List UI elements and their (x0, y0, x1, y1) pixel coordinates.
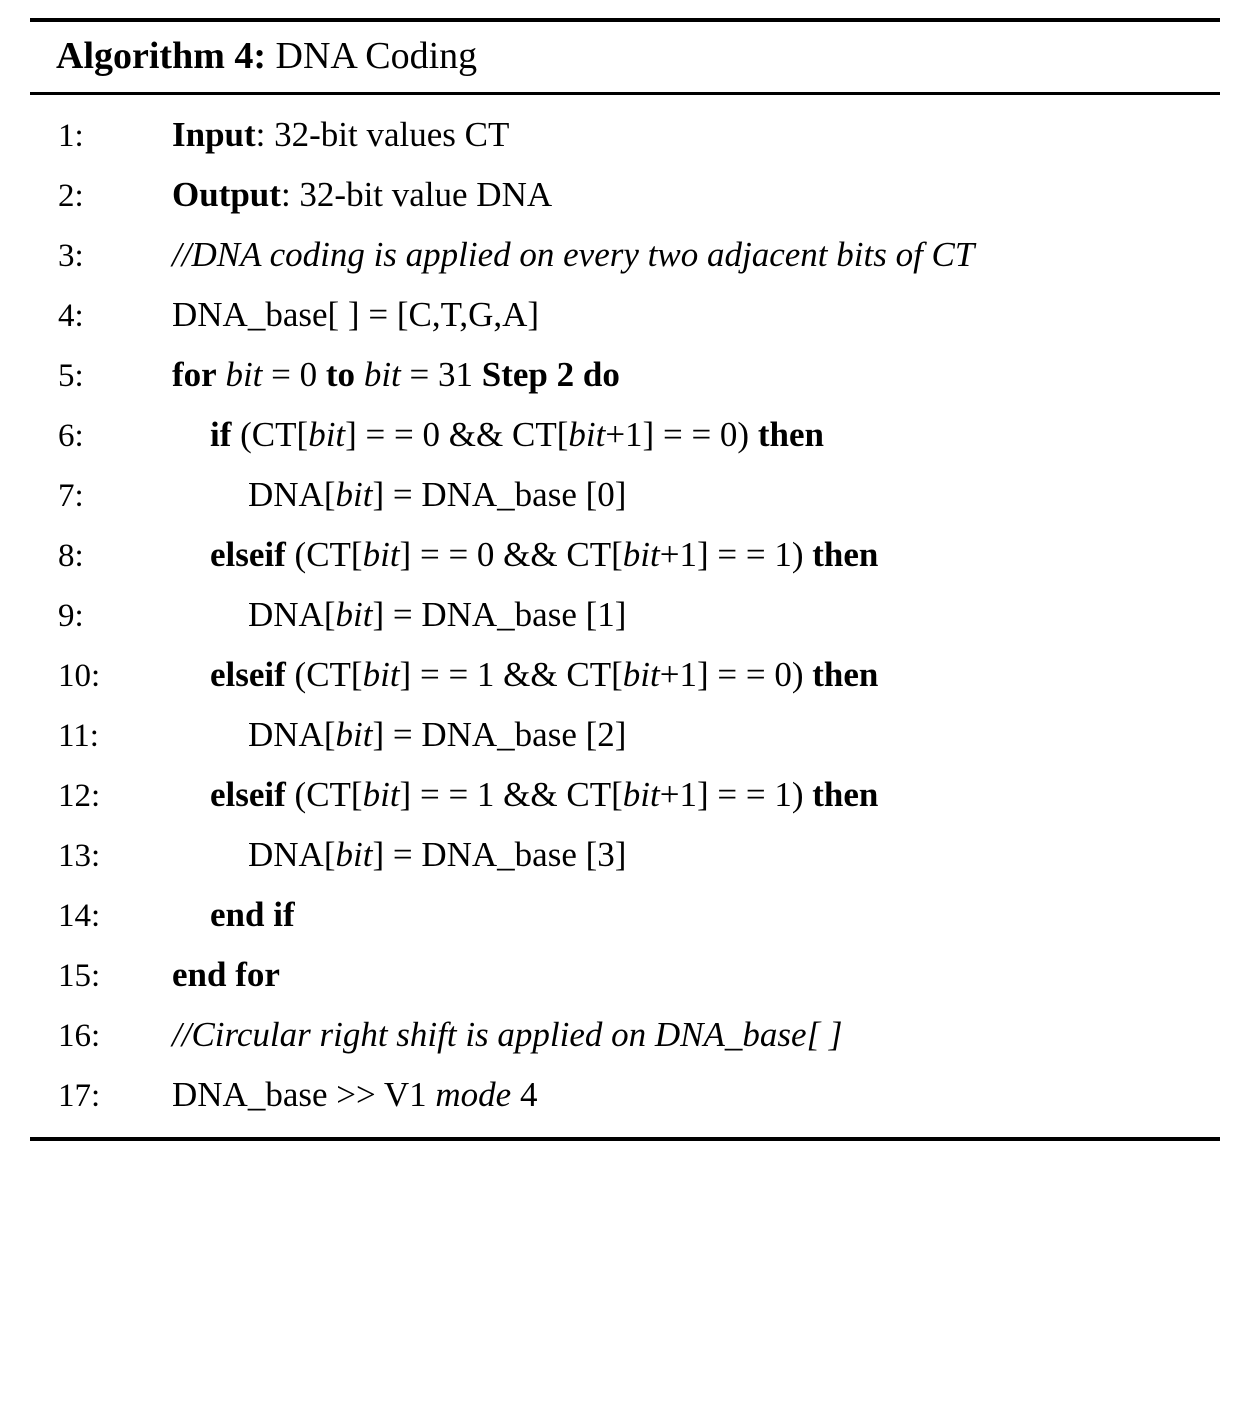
line-code (138, 534, 1220, 574)
line-code (138, 834, 1220, 874)
keyword-end-for: end for (172, 954, 280, 994)
line-number: 7: (58, 477, 84, 514)
keyword-then: then (757, 414, 824, 454)
line-text: DNA[ (248, 834, 336, 874)
var-bit: bit (225, 354, 263, 394)
algorithm-line (30, 225, 1220, 285)
line-code (138, 474, 1220, 514)
line-text: ] = = 0 && CT[ (399, 534, 623, 574)
line-code (138, 654, 1220, 694)
line-number: 5: (58, 357, 84, 394)
algorithm-line (30, 885, 1220, 945)
line-text: : 32-bit value DNA (280, 174, 553, 214)
line-code (138, 1014, 1220, 1054)
keyword-input: Input (172, 114, 256, 154)
keyword-then: then (812, 654, 879, 694)
algorithm-caption (30, 22, 1220, 95)
algorithm-line (30, 645, 1220, 705)
line-text: ] = = 1 && CT[ (399, 774, 623, 814)
algorithm-line (30, 1065, 1220, 1125)
var-bit: bit (335, 594, 373, 634)
comment-text: //DNA coding is applied on every two adjacent bits of CT (172, 234, 975, 274)
line-number: 17: (58, 1077, 101, 1114)
line-text: (CT[ (285, 534, 363, 574)
line-text: DNA[ (248, 714, 336, 754)
line-code (138, 174, 1220, 214)
line-number: 1: (58, 117, 84, 154)
line-code (138, 954, 1220, 994)
var-bit: bit (308, 414, 346, 454)
algorithm-line (30, 525, 1220, 585)
line-number: 9: (58, 597, 84, 634)
line-code (138, 294, 1220, 334)
line-code (138, 894, 1220, 934)
algorithm-line (30, 945, 1220, 1005)
line-code (138, 354, 1220, 394)
var-bit: bit (363, 354, 401, 394)
line-text: ] = DNA_base [3] (372, 834, 627, 874)
line-text: : 32-bit values CT (255, 114, 510, 154)
var-bit: bit (622, 654, 660, 694)
keyword-for: for (172, 354, 217, 394)
line-code (138, 1074, 1220, 1114)
algorithm-number: Algorithm 4: (56, 35, 267, 77)
algorithm-line (30, 465, 1220, 525)
line-text: ] = DNA_base [2] (372, 714, 627, 754)
line-text: (CT[ (231, 414, 309, 454)
algorithm-line (30, 825, 1220, 885)
keyword-if: if (210, 414, 232, 454)
comment-text: //Circular right shift is applied on DNA_base[ ] (172, 1014, 843, 1054)
line-code (138, 594, 1220, 634)
keyword-elseif: elseif (210, 534, 286, 574)
algorithm-line (30, 585, 1220, 645)
var-bit: bit (335, 834, 373, 874)
algorithm-block (30, 18, 1220, 1141)
line-text: +1] = = 0) (659, 654, 813, 694)
algorithm-line (30, 165, 1220, 225)
line-text: ] = = 1 && CT[ (399, 654, 623, 694)
line-code (138, 114, 1220, 154)
line-text: ] = = 0 && CT[ (345, 414, 569, 454)
var-bit: bit (335, 714, 373, 754)
line-number: 16: (58, 1017, 101, 1054)
var-bit: bit (622, 774, 660, 814)
line-text: +1] = = 1) (659, 774, 813, 814)
algorithm-line (30, 765, 1220, 825)
keyword-elseif: elseif (210, 774, 286, 814)
line-text: (CT[ (285, 654, 363, 694)
line-number: 11: (58, 717, 99, 754)
line-text: = 0 (262, 354, 326, 394)
line-text: ] = DNA_base [1] (372, 594, 627, 634)
line-text: DNA_base >> V1 (172, 1074, 436, 1114)
line-text: +1] = = 1) (659, 534, 813, 574)
keyword-end-if: end if (210, 894, 295, 934)
keyword-then: then (812, 774, 879, 814)
line-text: 4 (511, 1074, 538, 1114)
line-code (138, 234, 1220, 274)
line-number: 2: (58, 177, 84, 214)
var-bit: bit (335, 474, 373, 514)
algorithm-line (30, 345, 1220, 405)
keyword-output: Output (172, 174, 281, 214)
algorithm-line (30, 405, 1220, 465)
line-text: DNA_base[ ] = [C,T,G,A] (172, 294, 540, 334)
var-bit: bit (362, 774, 400, 814)
line-text: (CT[ (285, 774, 363, 814)
line-text: DNA[ (248, 594, 336, 634)
algorithm-line (30, 1005, 1220, 1065)
keyword-elseif: elseif (210, 654, 286, 694)
line-text: +1] = = 0) (605, 414, 758, 454)
line-number: 6: (58, 417, 84, 454)
space (355, 355, 364, 394)
algorithm-lines (30, 95, 1220, 1137)
line-number: 13: (58, 837, 101, 874)
keyword-to: to (325, 354, 356, 394)
line-number: 15: (58, 957, 101, 994)
line-code (138, 774, 1220, 814)
keyword-step-do: Step 2 do (481, 354, 620, 394)
line-number: 3: (58, 237, 84, 274)
line-number: 4: (58, 297, 84, 334)
line-text: = 31 (400, 354, 482, 394)
line-text: DNA[ (248, 474, 336, 514)
var-bit: bit (622, 534, 660, 574)
var-bit: bit (362, 534, 400, 574)
line-text: ] = DNA_base [0] (372, 474, 627, 514)
keyword-mode: mode (435, 1074, 512, 1114)
var-bit: bit (362, 654, 400, 694)
algorithm-title: DNA Coding (275, 35, 478, 77)
line-number: 8: (58, 537, 84, 574)
keyword-then: then (812, 534, 879, 574)
algorithm-line (30, 105, 1220, 165)
line-number: 10: (58, 657, 101, 694)
line-number: 14: (58, 897, 101, 934)
line-code (138, 414, 1220, 454)
line-code (138, 714, 1220, 754)
algorithm-line (30, 705, 1220, 765)
algorithm-line (30, 285, 1220, 345)
var-bit: bit (568, 414, 606, 454)
line-number: 12: (58, 777, 101, 814)
